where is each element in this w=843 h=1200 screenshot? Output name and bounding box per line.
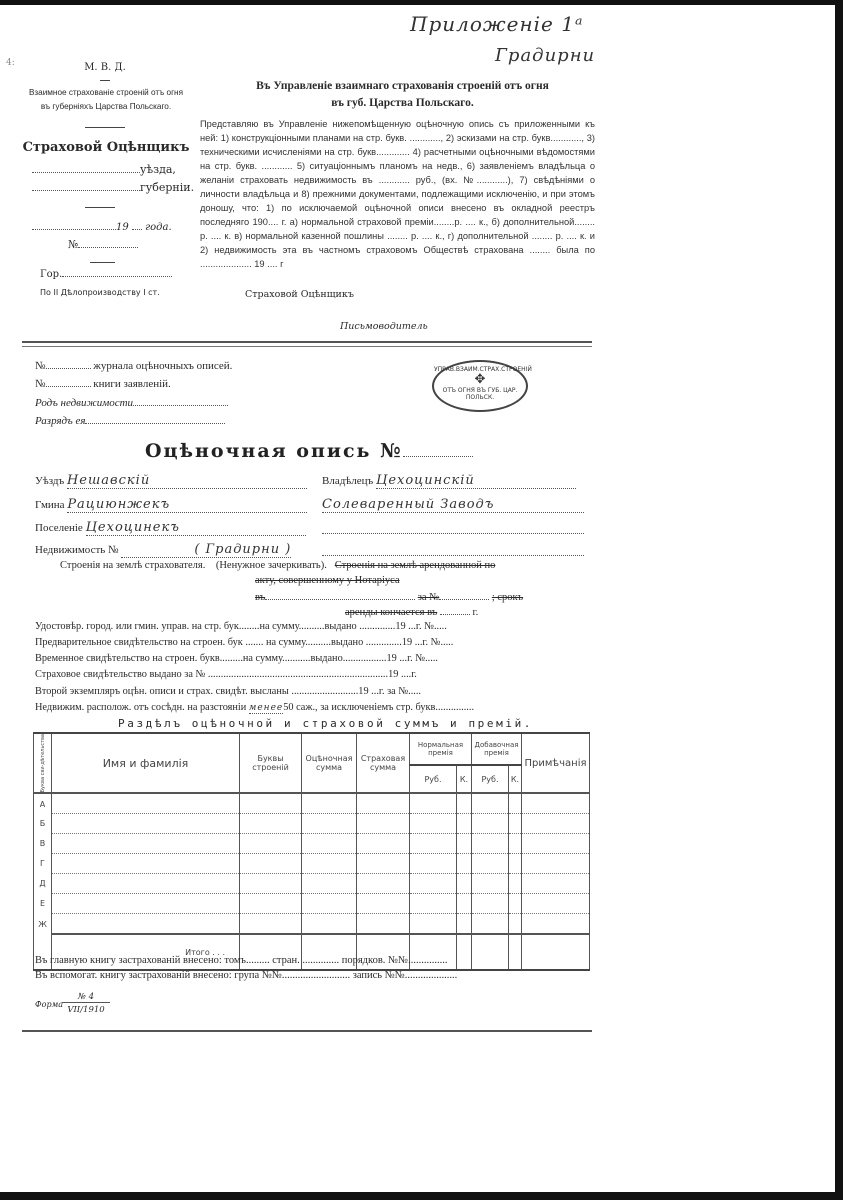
distance-label: Недвижим. располож. отъ сосѣдн. на разстояніи xyxy=(35,702,247,713)
table-body xyxy=(34,793,590,970)
clerk-label: Письмоводитель xyxy=(340,321,428,332)
value-cell xyxy=(522,814,590,834)
name-cell xyxy=(52,894,240,914)
property-row xyxy=(35,542,291,558)
table-row xyxy=(34,834,590,854)
value-cell xyxy=(302,914,357,935)
settlement-value: Цехоцинекъ xyxy=(86,520,306,536)
header-extra-rub: Руб. xyxy=(472,765,509,794)
row-letter: А xyxy=(34,793,52,814)
blank-line xyxy=(322,533,584,534)
divider xyxy=(85,127,125,128)
value-cell xyxy=(522,874,590,894)
uezd-label: уѣзда, xyxy=(140,163,176,176)
value-cell xyxy=(522,793,590,814)
value-cell xyxy=(302,874,357,894)
value-cell xyxy=(410,914,457,935)
row-letter: Г xyxy=(34,854,52,874)
row-letter: Б xyxy=(34,814,52,834)
distance-handwritten: менее xyxy=(248,703,284,713)
org-line-1: Взаимное страхованіе строеній отъ огня xyxy=(28,88,184,97)
header-notes: Примѣчанія xyxy=(522,733,590,793)
city-label: Гор. xyxy=(40,269,63,280)
ministry: М. В. Д. xyxy=(84,62,126,73)
value-cell xyxy=(240,814,302,834)
value-cell xyxy=(509,793,522,814)
total-cell xyxy=(472,934,509,970)
name-cell xyxy=(52,874,240,894)
assessor-title: Страховой Оцѣнщикъ xyxy=(22,140,190,155)
own-land-option: Строенія на землѣ страхователя. xyxy=(60,560,206,571)
premium-table xyxy=(33,732,590,971)
inventory-title xyxy=(145,440,473,462)
value-cell xyxy=(472,814,509,834)
value-cell xyxy=(457,914,472,935)
property-type-label: Родъ недвижимости xyxy=(35,397,134,409)
gmina-label: Гмина xyxy=(35,499,65,511)
table-row xyxy=(34,793,590,814)
value-cell xyxy=(509,914,522,935)
value-cell xyxy=(302,894,357,914)
lease-in: въ xyxy=(255,592,266,603)
value-cell xyxy=(472,894,509,914)
uezd-value: Нешавскій xyxy=(67,473,307,489)
value-cell xyxy=(522,894,590,914)
gradirni-annotation: Градирни xyxy=(495,45,596,66)
owner-row-2 xyxy=(322,497,584,513)
total-label: Итого . . . xyxy=(52,934,240,970)
value-cell xyxy=(472,793,509,814)
value-cell xyxy=(410,894,457,914)
value-cell xyxy=(457,793,472,814)
value-cell xyxy=(457,814,472,834)
value-cell xyxy=(509,894,522,914)
form-number: № 4 xyxy=(62,992,110,1003)
value-cell xyxy=(472,834,509,854)
divider xyxy=(85,207,115,208)
total-cell xyxy=(509,934,522,970)
journal-label: журнала оцѣночныхъ описей. xyxy=(93,360,233,372)
value-cell xyxy=(240,874,302,894)
value-cell xyxy=(240,793,302,814)
value-cell xyxy=(457,874,472,894)
letter-body xyxy=(200,117,595,271)
eagle-emblem-icon: ✥ xyxy=(474,372,486,387)
name-cell xyxy=(52,914,240,935)
cert-second-copy: Второй экземпляръ оцѣн. описи и страх. свидѣт. высланы ..........................19 ...г. за №..... xyxy=(35,686,422,697)
cert-preliminary: Предварительное свидѣтельство на строен. бук ....... на сумму..........выдано ..............19 ...г. №..... xyxy=(35,637,454,648)
scan-edge-right xyxy=(835,0,843,1200)
gubernia-field xyxy=(32,181,194,194)
header-letter: Буква сви-дѣтельства xyxy=(34,733,52,793)
divider xyxy=(90,262,115,263)
department: По II Дѣлопроизводству I ст. xyxy=(40,288,160,297)
value-cell xyxy=(410,854,457,874)
value-cell xyxy=(522,834,590,854)
row-letter: В xyxy=(34,834,52,854)
header-insured: Страховая сумма xyxy=(357,733,410,793)
value-cell xyxy=(410,834,457,854)
value-cell xyxy=(240,834,302,854)
property-label: Недвижимость № xyxy=(35,544,119,556)
value-cell xyxy=(302,814,357,834)
value-cell xyxy=(357,814,410,834)
letter-body-text: Представляю въ Управленіе нижепомѣщенную оцѣночную опись съ приложенными къ ней: 1) конструкціонными планами на стр. букв. ............, 2) эскизами на стр. букв............, 3) техническими исчисленіями на стр. букв............. 4) расчетными оцѣночными вѣдомостями на стр. букв. ............ 5) ситуаціоннымъ планомъ на недв., 6) заявленіемъ владѣльца о желаніи страховать недвижимость въ ............ руб., (вх. №............), 7) свѣдѣніями о личности владѣльца и 8) прежними документами, подлежащими исключенію, и при этомъ доношу, что: 1) по исключаемой оцѣночной описи внесено въ окладной реестръ последняго 190.... г. а) нормальной страховой преміи........р. .... к., б) дополнительной........ р. .... к. в) нормальной казенной пошлины ........ р. .... к., г) дополнительной ........ р. .... к. и 2) недвижимость эта въ частномъ страховомъ Обществѣ страхована ........ была по .................... 19 .... г xyxy=(200,119,595,269)
main-book-line: Въ главную книгу застрахованій внесено: томъ......... стран. .............. порядков. №№............... xyxy=(35,955,448,966)
value-cell xyxy=(472,854,509,874)
value-cell xyxy=(522,914,590,935)
owner-value-1: Цехоцинскій xyxy=(376,473,576,489)
cert-insurance: Страховое свидѣтельство выдано за № ......................................................................19 ....г. xyxy=(35,669,417,680)
header-name: Имя и фамилія xyxy=(52,733,240,793)
settlement-row xyxy=(35,520,306,536)
city-field xyxy=(40,267,172,280)
value-cell xyxy=(472,914,509,935)
date-field xyxy=(32,220,172,233)
name-cell xyxy=(52,854,240,874)
name-cell xyxy=(52,834,240,854)
table-row xyxy=(34,814,590,834)
header-normal-kop: К. xyxy=(457,765,472,794)
number-sign: № xyxy=(68,238,79,251)
value-cell xyxy=(457,894,472,914)
book-field xyxy=(35,377,171,390)
value-cell xyxy=(357,854,410,874)
value-cell xyxy=(240,854,302,874)
total-cell xyxy=(522,934,590,970)
cert-municipal: Удостовѣр. город. или гмин. управ. на стр. бук........на сумму..........выдано ..............19 ...г. №..... xyxy=(35,621,447,632)
value-cell xyxy=(457,854,472,874)
uezd-label: Уѣздъ xyxy=(35,475,65,487)
uezd-row xyxy=(35,473,307,489)
total-cell xyxy=(457,934,472,970)
aux-book-line: Въ вспомогат. книгу застрахованій внесено: група №№.......................... запись №№.................... xyxy=(35,970,458,981)
section-divider xyxy=(22,341,592,347)
row-letter: Е xyxy=(34,894,52,914)
land-ownership-line xyxy=(60,560,495,571)
year-num: 19 xyxy=(116,222,129,233)
table-title: Раздѣлъ оцѣночной и страховой суммъ и премій. xyxy=(118,717,534,730)
table-row xyxy=(34,914,590,935)
uezd-field xyxy=(32,163,176,176)
gmina-value: Рациюнжекъ xyxy=(67,497,307,513)
value-cell xyxy=(302,854,357,874)
value-cell xyxy=(522,854,590,874)
letter-title xyxy=(205,78,600,112)
table-row xyxy=(34,894,590,914)
letter-title-line-2: въ губ. Царства Польскаго. xyxy=(331,97,474,109)
appendix-annotation: Приложеніе 1ᵃ xyxy=(410,12,584,36)
org-name xyxy=(15,86,197,114)
assessor-signature: Страховой Оцѣнщикъ xyxy=(245,289,354,300)
header-buildings: Буквы строеній xyxy=(240,733,302,793)
property-value: ( Градирни ) xyxy=(121,542,291,558)
property-type-field xyxy=(35,396,228,409)
year-word: года. xyxy=(145,222,172,233)
value-cell xyxy=(410,814,457,834)
inventory-title-text: Оцѣночная опись № xyxy=(145,440,403,462)
lease-end-label: аренды кончается въ xyxy=(345,607,438,618)
form-date: VII/1910 xyxy=(67,1005,105,1015)
table-row xyxy=(34,854,590,874)
value-cell xyxy=(302,834,357,854)
number-sign: № xyxy=(35,360,46,372)
scan-edge-top xyxy=(0,0,843,5)
name-cell xyxy=(52,793,240,814)
leased-land-option: Строенія на землѣ арендованной по xyxy=(334,560,496,571)
category-label: Разрядъ ея xyxy=(35,415,86,427)
form-label: Форма xyxy=(35,1000,63,1009)
blank-line xyxy=(322,555,584,556)
letter-title-line-1: Въ Управленіе взаимнаго страхованія строеній отъ огня xyxy=(256,80,549,92)
journal-field xyxy=(35,359,232,372)
header-extra-kop: К. xyxy=(509,765,522,794)
value-cell xyxy=(357,914,410,935)
header-normal-rub: Руб. xyxy=(410,765,457,794)
cert-temporary: Временное свидѣтельство на строен. букв.........на сумму...........выдано.................19 ...г. №..... xyxy=(35,653,438,664)
row-letter: Ж xyxy=(34,914,52,935)
settlement-label: Поселеніе xyxy=(35,522,83,534)
office-stamp xyxy=(432,360,532,412)
value-cell xyxy=(240,914,302,935)
scan-edge-bottom xyxy=(0,1192,843,1200)
value-cell xyxy=(472,874,509,894)
value-cell xyxy=(357,874,410,894)
book-label: книги заявленій. xyxy=(93,378,171,390)
owner-value-2: Солеваренный Заводъ xyxy=(322,497,584,513)
value-cell xyxy=(357,793,410,814)
owner-label: Владѣлецъ xyxy=(322,475,374,487)
table-row xyxy=(34,874,590,894)
owner-row xyxy=(322,473,576,489)
divider xyxy=(100,80,110,81)
value-cell xyxy=(302,793,357,814)
gmina-row xyxy=(35,497,307,513)
corner-mark: 4: xyxy=(6,58,15,68)
strike-instruction: (Ненужное зачеркивать). xyxy=(215,560,327,571)
distance-line xyxy=(35,702,474,713)
value-cell xyxy=(240,894,302,914)
value-cell xyxy=(457,834,472,854)
row-letter: Д xyxy=(34,874,52,894)
bottom-rule xyxy=(22,1030,592,1032)
value-cell xyxy=(357,834,410,854)
lease-notary-line xyxy=(255,590,523,603)
lease-end-line xyxy=(345,605,478,618)
header-extra-premium: Добавочная премія xyxy=(472,733,522,765)
name-cell xyxy=(52,814,240,834)
lease-act-line: акту, совершенному у Нотаріуса xyxy=(255,575,400,586)
header-valuation: Оцѣночная сумма xyxy=(302,733,357,793)
category-field xyxy=(35,414,225,427)
number-field xyxy=(68,238,138,251)
org-line-2: въ губерніяхъ Царства Польскаго. xyxy=(40,102,172,111)
lease-term: ; срокъ xyxy=(491,592,524,603)
value-cell xyxy=(509,854,522,874)
value-cell xyxy=(410,874,457,894)
stamp-text-top: УПРАВ.ВЗАИМ.СТРАХ.СТРОЕНІЙ xyxy=(434,366,532,373)
lease-number: за № xyxy=(417,592,440,603)
value-cell xyxy=(357,894,410,914)
header-normal-premium: Нормальная премія xyxy=(410,733,472,765)
distance-label-end: 50 саж., за исключеніемъ стр. букв............... xyxy=(283,702,475,713)
value-cell xyxy=(509,834,522,854)
gubernia-label: губерніи. xyxy=(140,181,195,194)
lease-end-year: г. xyxy=(472,607,479,618)
stamp-text-bottom: ОТЪ ОГНЯ ВЪ ГУБ. ЦАР. ПОЛЬСК. xyxy=(442,387,518,401)
number-sign: № xyxy=(35,378,46,390)
value-cell xyxy=(509,814,522,834)
value-cell xyxy=(410,793,457,814)
value-cell xyxy=(509,874,522,894)
